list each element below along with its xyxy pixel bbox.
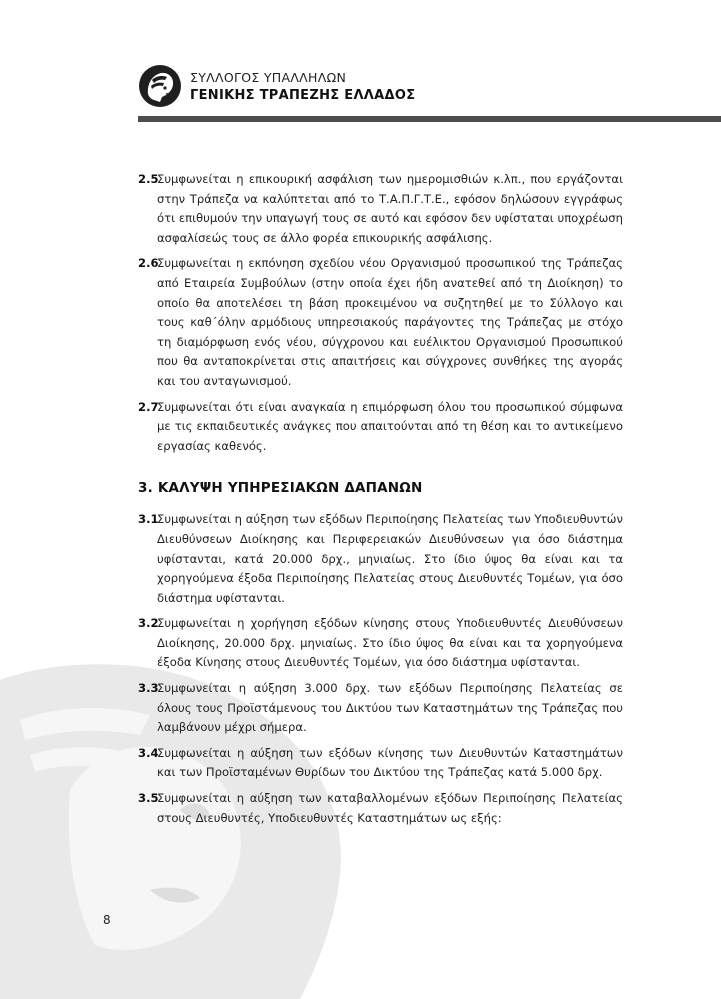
clause-number: 3.3 <box>138 681 159 696</box>
header-rule <box>138 116 721 122</box>
clause-number: 2.6 <box>138 256 159 271</box>
clause-number: 3.2 <box>138 616 159 631</box>
clause-3-3 <box>138 679 623 738</box>
clause-text: Συμφωνείται η επικουρική ασφάλιση των ημερομισθιών κ.λπ., που εργάζονται στην Τράπεζα να καλύπτεται από το Τ.Α.Π.Γ.Τ.Ε., εφόσον δηλώσουν εγγράφως ότι επιθυμούν την υπαγωγή τους σε αυτό και εφόσον δεν υφίσταται υποχρέωση ασφαλίσεώς τους σε άλλο φορέα επικουρικής ασφάλισης. <box>157 172 623 245</box>
clause-3-1 <box>138 510 623 608</box>
clause-number: 3.1 <box>138 512 159 527</box>
clause-text: Συμφωνείται η αύξηση των καταβαλλομένων εξόδων Περιποίησης Πελατείας στους Διευθυντές, Υποδιευθυντές Καταστημάτων ως εξής: <box>157 791 623 825</box>
page-content <box>138 170 623 834</box>
org-name-line2: ΓΕΝΙΚΗΣ ΤΡΑΠΕΖΗΣ ΕΛΛΑΔΟΣ <box>190 88 416 103</box>
page-number: 8 <box>103 913 111 927</box>
section-heading: 3. ΚΑΛΥΨΗ ΥΠΗΡΕΣΙΑΚΩΝ ΔΑΠΑΝΩΝ <box>138 480 423 497</box>
clause-3-5 <box>138 789 623 828</box>
clause-text: Συμφωνείται η εκπόνηση σχεδίου νέου Οργανισμού προσωπικού της Τράπεζας από Εταιρεία Συμβούλων (στην οποία έχει ήδη ανατεθεί από τη Διοίκηση) το οποίο θα αποτελέσει τη βάση προκειμένου να συζητηθεί με το Σύλλογο και τους καθ΄όλην αρμόδιους υπηρεσιακούς παράγοντες της Τράπεζας με στόχο τη διαμόρφωση ενός νέου, σύγχρονου και ευέλικτου Οργανισμού Προσωπικού που θα ανταποκρίνεται στις απαιτήσεις και σύγχρονες συνθήκες της αγοράς και του ανταγωνισμού. <box>157 256 623 388</box>
clause-text: Συμφωνείται η χορήγηση εξόδων κίνησης στους Υποδιευθυντές Διευθύνσεων Διοίκησης, 20.000 δρχ. μηνιαίως. Στο ίδιο ύψος θα είναι και τα χορηγούμενα έξοδα Κίνησης στους Διευθυντές Τομέων, για όσο διάστημα υφίστανται. <box>157 616 623 670</box>
clause-number: 2.5 <box>138 172 159 186</box>
clause-number: 3.5 <box>138 791 159 806</box>
clause-2-6 <box>138 254 623 391</box>
clause-2-5 <box>138 170 623 248</box>
org-name-line1: ΣΥΛΛΟΓΟΣ ΥΠΑΛΛΗΛΩΝ <box>190 70 347 85</box>
clause-2-7 <box>138 398 623 457</box>
clause-text: Συμφωνείται η αύξηση των εξόδων κίνησης των Διευθυντών Καταστημάτων και των Προϊσταμένων Θυρίδων του Δικτύου της Τράπεζας κατά 5.000 δρχ. <box>157 745 623 780</box>
clause-text: Συμφωνείται ότι είναι αναγκαία η επιμόρφωση όλου του προσωπικού σύμφωνα με τις εκπαιδευτικές ανάγκες που απαιτούνται από τη θέση και το αντικείμενο εργασίας καθενός. <box>157 399 623 453</box>
clause-number: 3.4 <box>138 745 159 760</box>
clause-number: 2.7 <box>138 399 159 414</box>
bank-logo-icon <box>138 64 182 108</box>
clause-text: Συμφωνείται η αύξηση 3.000 δρχ. των εξόδων Περιποίησης Πελατείας σε όλους τους Προϊστάμενους του Δικτύου των Καταστημάτων της Τράπεζας που λαμβάνουν μέχρι σήμερα. <box>157 681 623 735</box>
clause-text: Συμφωνείται η αύξηση των εξόδων Περιποίησης Πελατείας των Υποδιευθυντών Διευθύνσεων Διοίκησης και Περιφερειακών Διευθύνσεων για όσο διάστημα υφίστανται, κατά 20.000 δρχ., μηνιαίως. Στο ίδιο ύψος θα είναι και τα χορηγούμενα έξοδα Περιποίησης Πελατείας στους Διευθυντές Τομέων, για όσο διάστημα υφίστανται. <box>157 512 623 605</box>
clause-3-4 <box>138 744 623 783</box>
page-header <box>138 62 721 122</box>
clause-3-2 <box>138 614 623 673</box>
